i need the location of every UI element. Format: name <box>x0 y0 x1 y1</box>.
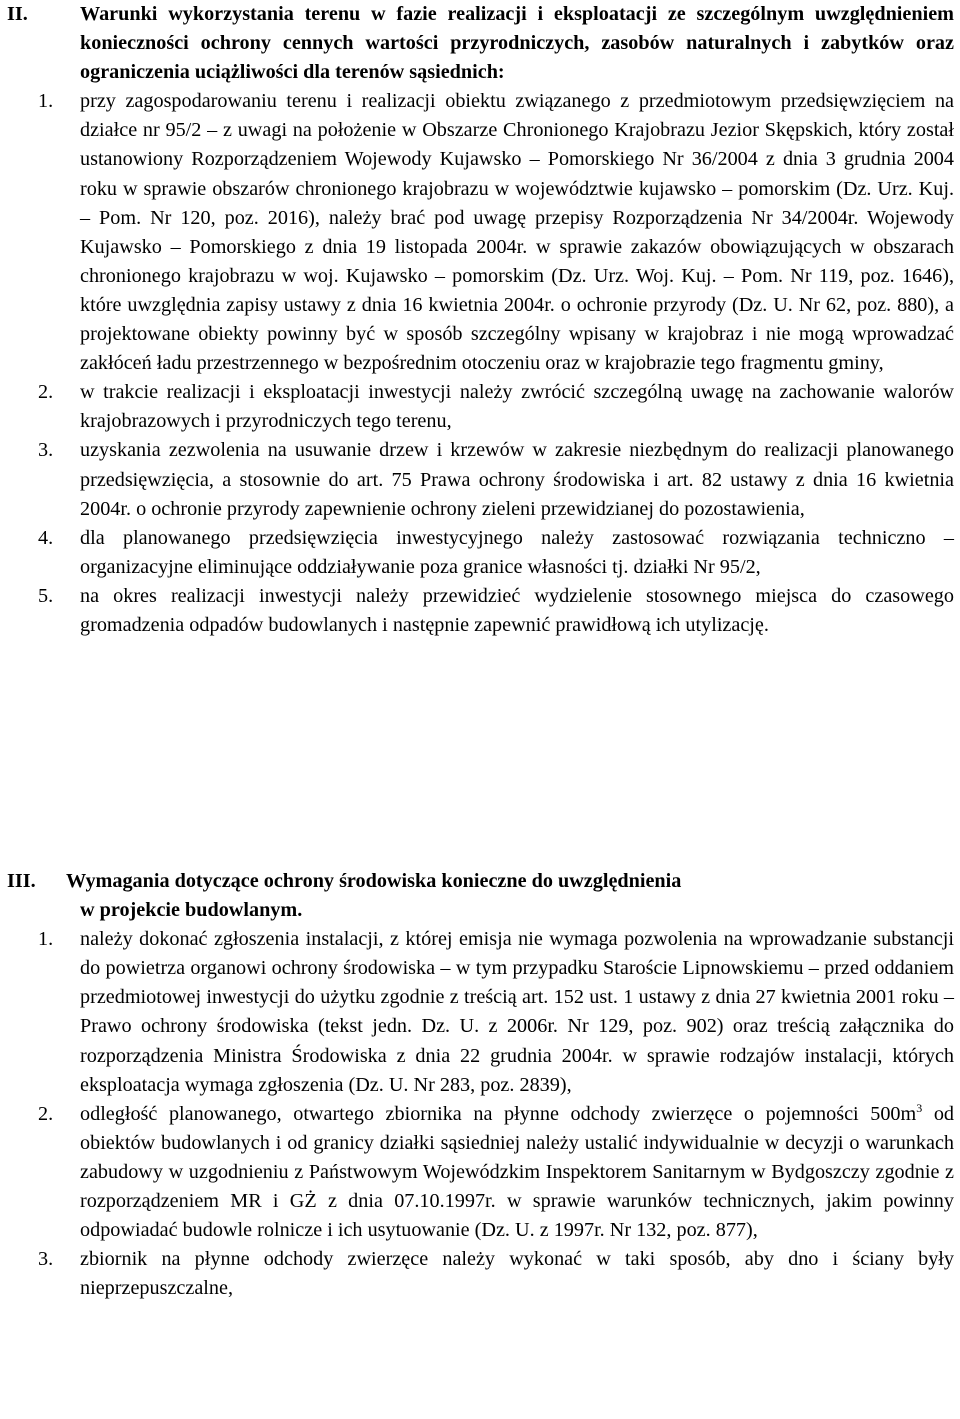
list-item <box>0 87 960 378</box>
list-item-text: w trakcie realizacji i eksploatacji inwestycji należy zwrócić szczególną uwagę na zachowanie walorów krajobrazowych i przyrodniczych tego terenu, <box>80 381 954 433</box>
list-item <box>0 582 960 640</box>
section-iii-title <box>66 867 954 925</box>
section-ii-number: II. <box>7 3 28 25</box>
section-iii <box>0 867 960 1303</box>
list-item <box>0 1100 960 1245</box>
list-item-text: na okres realizacji inwestycji należy przewidzieć wydzielenie stosownego miejsca do czasowego gromadzenia odpadów budowlanych i następnie zapewnić prawidłową ich utylizację. <box>80 584 954 636</box>
list-item-text: zbiornik na płynne odchody zwierzęce należy wykonać w taki sposób, aby dno i ściany były nieprzepuszczalne, <box>80 1248 954 1300</box>
section-iii-title-line2: w projekcie budowlanym. <box>80 899 303 922</box>
list-item <box>0 378 960 436</box>
section-ii <box>0 0 960 640</box>
list-item-text <box>80 1100 954 1245</box>
list-item-number: 1. <box>38 90 54 113</box>
list-item-number: 1. <box>38 928 54 951</box>
list-item-text-after: od obiektów budowlanych i od granicy działki sąsiedniej należy ustalić indywidualnie w decyzji o warunkach zabudowy w uzgodnieniu z Państwowym Wojewódzkim Inspektorem Sanitarnym w Bydgoszczy zgodnie z rozporządzeniem MR i GŻ z dnia 07.10.1997r. w sprawie warunków technicznych, jakim powinny odpowiadać budowle rolnicze i ich usytuowanie (Dz. U. z 1997r. Nr 132, poz. 877), <box>80 1102 955 1242</box>
section-ii-list <box>0 87 960 640</box>
list-item-text: przy zagospodarowaniu terenu i realizacji obiektu związanego z przedmiotowym przedsięwzięciem na działce nr 95/2 – z uwagi na położenie w Obszarze Chronionego Krajobrazu Jezior Skępskich, który został ustanowiony Rozporządzeniem Wojewody Kujawsko – Pomorskiego Nr 36/2004 z dnia 3 grudnia 2004 roku w sprawie obszarów chronionego krajobrazu w województwie kujawsko – pomorskim (Dz. Urz. Kuj. – Pom. Nr 120, poz. 2016), należy brać pod uwagę przepisy Rozporządzenia Nr 34/2004r. Wojewody Kujawsko – Pomorskiego z dnia 19 listopada 2004r. w sprawie zakazów obowiązujących w obszarach chronionego krajobrazu w woj. Kujawsko – pomorskim (Dz. Urz. Woj. Kuj. – Pom. Nr 119, poz. 1646), które uwzględnia zapisy ustawy z dnia 16 kwietnia 2004r. o ochronie przyrody (Dz. U. Nr 62, poz. 880), a projektowane obiekty powinny być w sposób szczególny wpisany w krajobraz i nie mogą wprowadzać zakłóceń ładu przestrzennego w bezpośrednim otoczeniu oraz w krajobrazie tego fragmentu gminy, <box>80 90 954 375</box>
list-item-text: dla planowanego przedsięwzięcia inwestycyjnego należy zastosować rozwiązania techniczno – organizacyjne eliminujące oddziaływanie poza granice własności tj. działki Nr 95/2, <box>80 526 954 578</box>
list-item <box>0 925 960 1100</box>
list-item-text-before: odległość planowanego, otwartego zbiornika na płynne odchody zwierzęce o pojemności 500m <box>80 1102 917 1125</box>
list-item-number: 3. <box>38 439 54 462</box>
list-item-text: uzyskania zezwolenia na usuwanie drzew i krzewów w zakresie niezbędnym do realizacji planowanego przedsięwzięcia, a stosownie do art. 75 Prawa ochrony środowiska i art. 82 ustawy z dnia 16 kwietnia 2004r. o ochronie przyrody zapewnienie ochrony zieleni przewidzianej do pozostawienia, <box>80 439 954 520</box>
list-item <box>0 1245 960 1303</box>
list-item <box>0 436 960 523</box>
list-item-number: 2. <box>38 1102 54 1125</box>
list-item-text: należy dokonać zgłoszenia instalacji, z której emisja nie wymaga pozwolenia na wprowadzanie substancji do powietrza organowi ochrony środowiska – w tym przypadku Staroście Lipnowskiemu – przed oddaniem przedmiotowej inwestycji do użytku zgodnie z treścią art. 152 ust. 1 ustawy z dnia 27 kwietnia 2001 roku – Prawo ochrony środowiska (tekst jedn. Dz. U. z 2006r. Nr 129, poz. 902) oraz treścią załącznika do rozporządzenia Ministra Środowiska z dnia 22 grudnia 2004r. w sprawie rodzajów instalacji, których eksploatacja wymaga zgłoszenia (Dz. U. Nr 283, poz. 2839), <box>80 928 954 1096</box>
list-item-number: 4. <box>38 526 54 549</box>
list-item <box>0 524 960 582</box>
superscript-exponent: 3 <box>916 1100 923 1115</box>
section-iii-title-line1: Wymagania dotyczące ochrony środowiska konieczne do uwzględnienia <box>66 870 682 892</box>
list-item-number: 3. <box>38 1248 54 1271</box>
section-ii-title: Warunki wykorzystania terenu w fazie realizacji i eksploatacji ze szczególnym uwzględnieniem konieczności ochrony cennych wartości przyrodniczych, zasobów naturalnych i zabytków oraz ograniczenia uciążliwości dla terenów sąsiednich: <box>80 3 954 84</box>
section-iii-number: III. <box>7 870 36 892</box>
list-item-number: 5. <box>38 584 54 607</box>
section-iii-list <box>0 925 960 1303</box>
list-item-number: 2. <box>38 381 54 404</box>
